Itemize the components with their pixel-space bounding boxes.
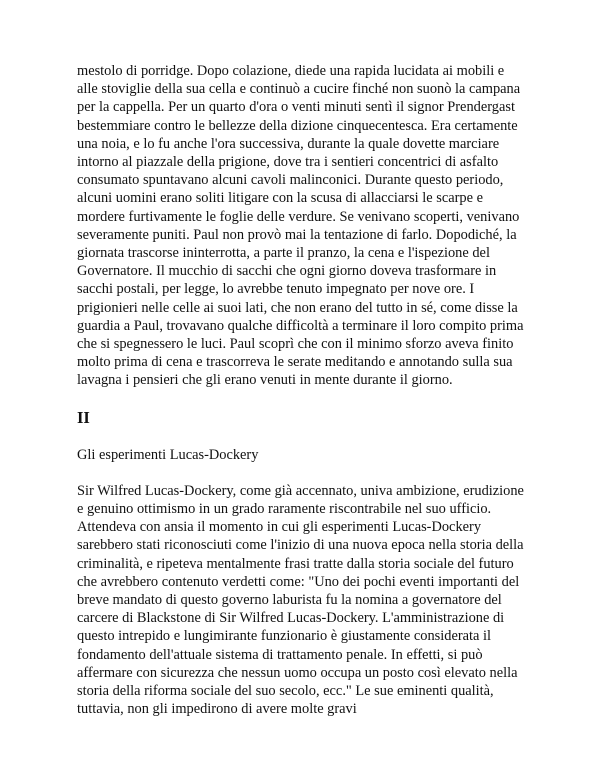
body-paragraph-2: Sir Wilfred Lucas-Dockery, come già accennato, univa ambizione, erudizione e genuino ottimismo in un grado raramente riscontrabile nel suo ufficio. Attendeva con ansia il momento in cui gli esperimenti Lucas-Dockery sarebbero stati riconosciuti come l'inizio di una nuova epoca nella storia della criminalità, e ripeteva mentalmente frasi tratte dalla storia sociale del futuro che avrebbero contenuto verdetti come: "Uno dei pochi eventi importanti del breve mandato di questo governo laburista fu la nomina a governatore del carcere di Blackstone di Sir Wilfred Lucas-Dockery. L'amministrazione di questo intrepido e lungimirante funzionario è giustamente considerata il fondamento dell'attuale sistema di trattamento penale. In effetti, si può affermare con sicurezza che nessun uomo occupa un posto così elevato nella storia della riforma sociale del suo secolo, ecc." Le sue eminenti qualità, tuttavia, non gli impedirono di avere molte gravi <box>77 482 524 718</box>
chapter-number: II <box>77 407 90 427</box>
document-page <box>77 62 527 719</box>
chapter-title: Gli esperimenti Lucas-Dockery <box>77 446 259 463</box>
body-paragraph-1: mestolo di porridge. Dopo colazione, diede una rapida lucidata ai mobili e alle stoviglie della sua cella e continuò a cucire finché non suonò la campana per la cappella. Per un quarto d'ora o venti minuti sentì il signor Prendergast bestemmiare contro le bellezze della dizione cinquecentesca. Era certamente una noia, e lo fu anche l'ora successiva, durante la quale dovette marciare intorno al piazzale della prigione, dove tra i sentieri concentrici di asfalto consumato spuntavano alcuni cavoli malinconici. Durante questo periodo, alcuni uomini erano soliti litigare con la scusa di allacciarsi le scarpe e mordere furtivamente le foglie delle verdure. Se venivano scoperti, venivano severamente puniti. Paul non provò mai la tentazione di farlo. Dopodiché, la giornata trascorse ininterrotta, a parte il pranzo, la cena e l'ispezione del Governatore. Il mucchio di sacchi che ogni giorno doveva trasformare in sacchi postali, per legge, lo avrebbe tenuto impegnato per nove ore. I prigionieri nelle celle ai suoi lati, che non erano del tutto in sé, come disse la guardia a Paul, trovavano qualche difficoltà a terminare il loro compito prima che si spegnessero le luci. Paul scoprì che con il minimo sforzo aveva finito molto prima di cena e trascorreva le serate meditando e annotando sulla sua lavagna i pensieri che gli erano venuti in mente durante il giorno. <box>77 63 524 389</box>
